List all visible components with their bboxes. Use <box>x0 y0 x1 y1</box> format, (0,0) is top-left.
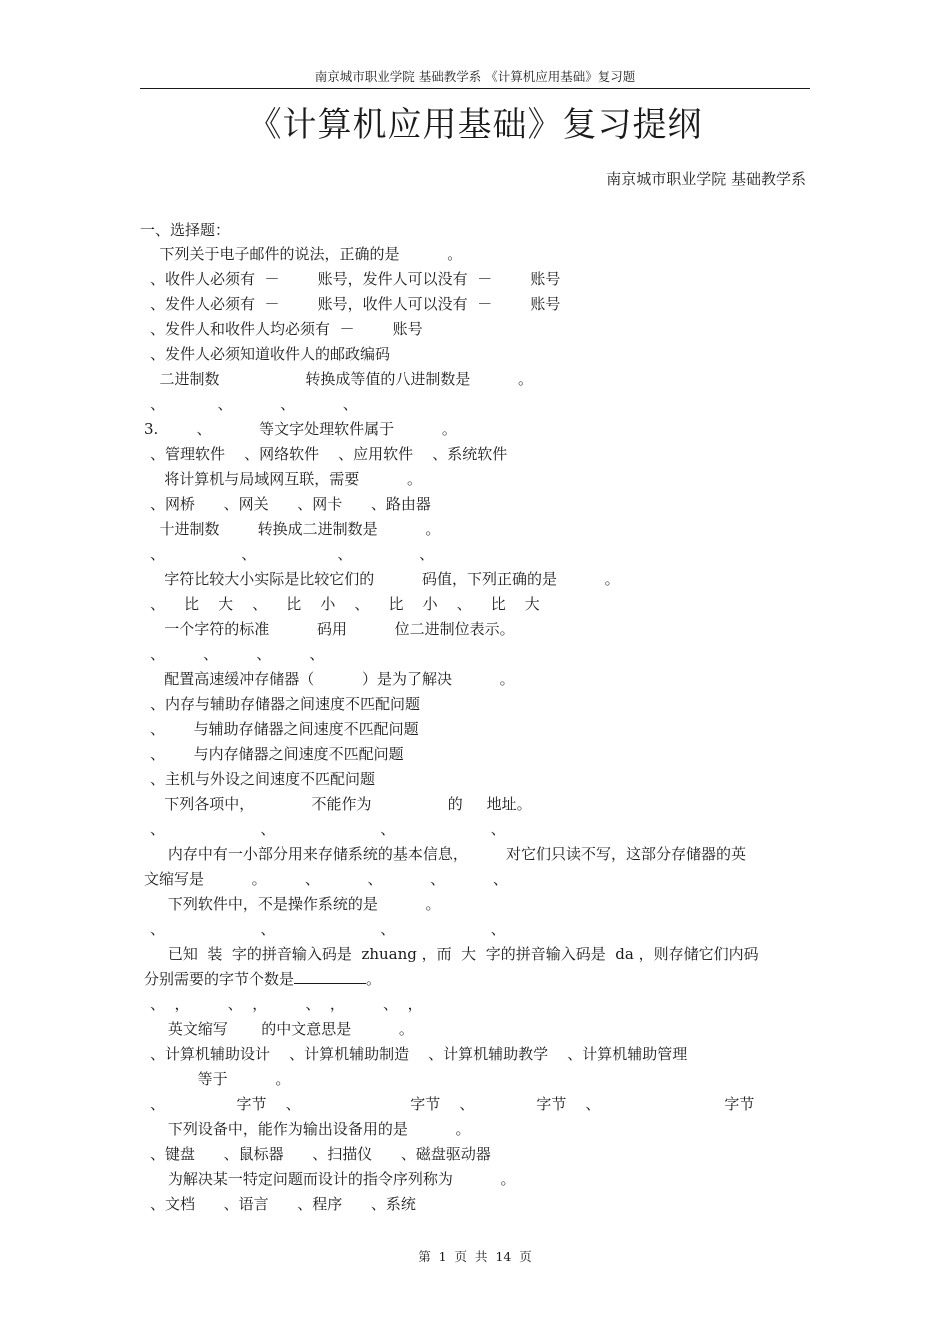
question-line: 配置高速缓冲存储器（ ）是为了解决 。 <box>150 670 515 688</box>
option-line: 、管理软件 、网络软件 、应用软件 、系统软件 <box>150 445 508 463</box>
option-line: 、 与辅助存储器之间速度不匹配问题 <box>150 720 419 738</box>
option-line: 、 、 、 、 <box>150 920 506 938</box>
option-line: 、 字节 、 字节 、 字节 、 字节 <box>150 1095 755 1113</box>
page-title: 《计算机应用基础》复习提纲 <box>247 105 703 145</box>
option-line: 、内存与辅助存储器之间速度不匹配问题 <box>150 695 421 713</box>
option-line: 、发件人必须知道收件人的邮政编码 <box>150 345 391 363</box>
option-line: 、发件人必须有 － 账号，收件人可以没有 － 账号 <box>150 295 561 313</box>
question-line: 下列软件中，不是操作系统的是 。 <box>144 895 441 913</box>
question-line: 一个字符的标准 码用 位二进制位表示。 <box>150 620 515 638</box>
option-line: 、收件人必须有 － 账号，发件人可以没有 － 账号 <box>150 270 561 288</box>
option-line: 、 、 、 、 <box>150 395 358 413</box>
question-line: 文缩写是 。 、 、 、 、 <box>144 870 508 888</box>
option-line: 、文档 、语言 、程序 、系统 <box>150 1195 416 1213</box>
page-footer: 第 1 页 共 14 页 <box>418 1249 532 1264</box>
option-line: 、计算机辅助设计 、计算机辅助制造 、计算机辅助教学 、计算机辅助管理 <box>150 1045 688 1063</box>
option-line: 、 、 、 、 <box>150 820 506 838</box>
question-line: 内存中有一小部分用来存储系统的基本信息， 对它们只读不写，这部分存储器的英 <box>144 845 746 863</box>
question-line <box>144 968 381 990</box>
option-line: 、 ， 、 ， 、 ， 、 ， <box>150 995 423 1013</box>
question-line: 二进制数 转换成等值的八进制数是 。 <box>150 370 534 388</box>
question-line: 3. 、 等文字处理软件属于 。 <box>144 420 457 438</box>
running-header: 南京城市职业学院 基础教学系 《计算机应用基础》复习题 <box>314 69 636 84</box>
question-line: 下列各项中， 不能作为 的 地址。 <box>150 795 532 813</box>
question-line: 十进制数 转换成二进制数是 。 <box>150 520 441 538</box>
option-line: 、 、 、 、 <box>150 545 435 563</box>
question-line: 下列关于电子邮件的说法，正确的是 。 <box>150 245 463 263</box>
option-line: 、键盘 、鼠标器 、扫描仪 、磁盘驱动器 <box>150 1145 491 1163</box>
option-line: 、 比 大 、 比 小 、 比 小 、 比 大 <box>150 595 540 613</box>
question-line: 下列设备中，能作为输出设备用的是 。 <box>144 1120 471 1138</box>
option-line: 、主机与外设之间速度不匹配问题 <box>150 770 376 788</box>
question-line: 已知 装 字的拼音输入码是 zhuang ，而 大 字的拼音输入码是 da ，则存储它们内码 <box>144 945 759 963</box>
answer-blank <box>294 968 366 984</box>
option-line: 、 与内存储器之间速度不匹配问题 <box>150 745 404 763</box>
option-line: 、发件人和收件人均必须有 － 账号 <box>150 320 423 338</box>
section-heading: 一、选择题： <box>140 221 231 239</box>
question-text: 分别需要的字节个数是 <box>144 970 295 988</box>
question-line: 英文缩写 的中文意思是 。 <box>144 1020 414 1038</box>
question-line: 字符比较大小实际是比较它们的 码值，下列正确的是 。 <box>150 570 620 588</box>
question-line: 将计算机与局域网互联，需要 。 <box>150 470 422 488</box>
question-line: 为解决某一特定问题而设计的指令序列称为 。 <box>144 1170 516 1188</box>
affiliation: 南京城市职业学院 基础教学系 <box>606 170 806 188</box>
option-line: 、网桥 、网关 、网卡 、路由器 <box>150 495 431 513</box>
question-text: 。 <box>366 970 382 988</box>
option-line: 、 、 、 、 <box>150 645 325 663</box>
question-line: 等于 。 <box>150 1070 291 1088</box>
header-rule <box>140 88 810 89</box>
